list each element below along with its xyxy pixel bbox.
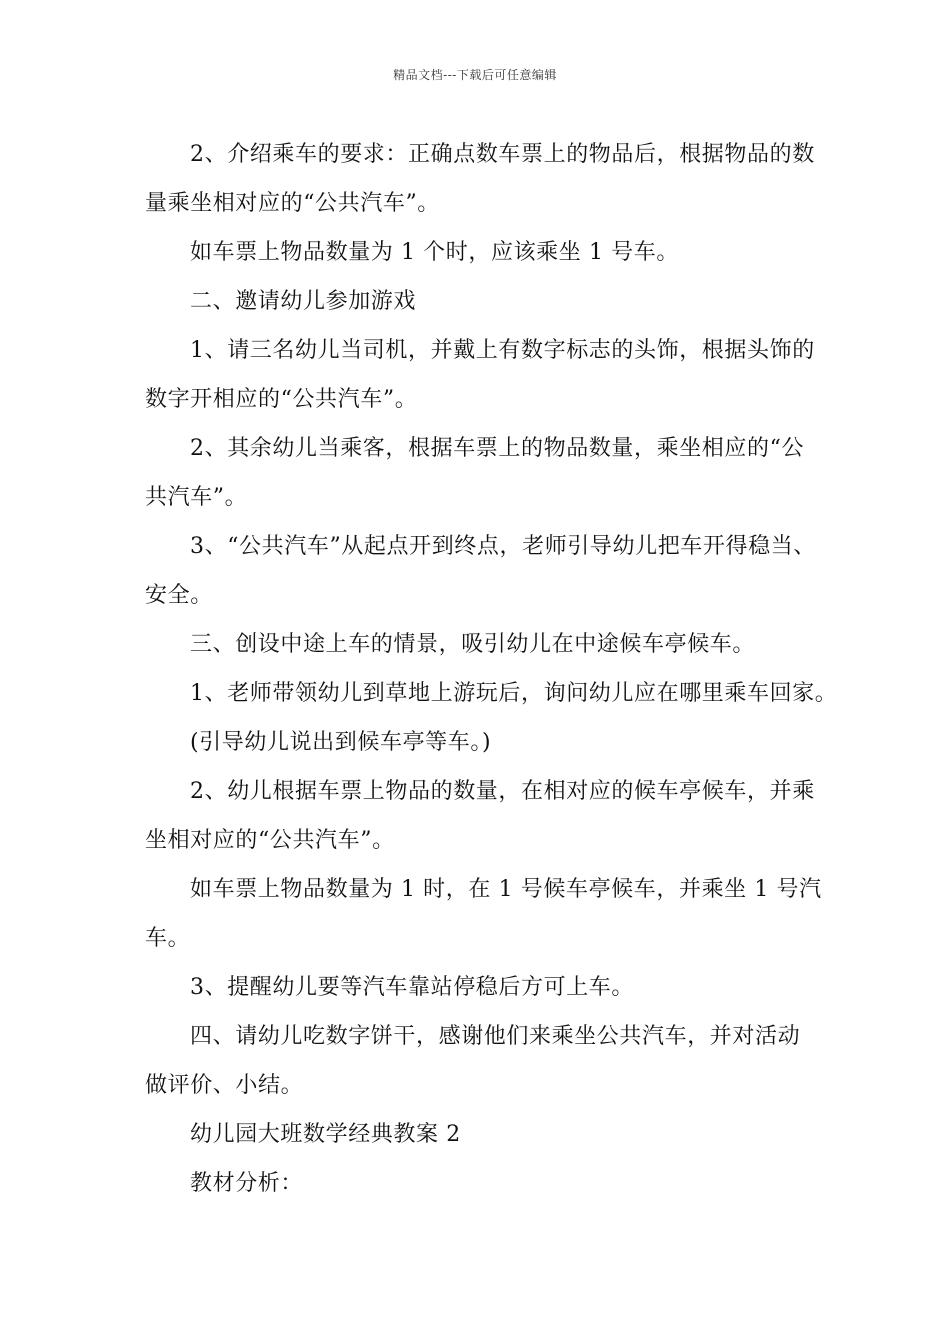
text-line: 3、提醒幼儿要等汽车靠站停稳后方可上车。 xyxy=(190,975,634,1000)
text-line: 量乘坐相对应的“公共汽车”。 xyxy=(145,191,440,216)
text-line: 数字开相应的“公共汽车”。 xyxy=(145,387,418,412)
text-line: 如车票上物品数量为 1 时，在 1 号候车亭候车，并乘坐 1 号汽 xyxy=(190,877,822,902)
document-body xyxy=(145,130,838,1208)
text-line: 2、介绍乘车的要求：正确点数车票上的物品后，根据物品的数 xyxy=(190,142,815,167)
text-line: 2、其余幼儿当乘客，根据车票上的物品数量，乘坐相应的“公 xyxy=(190,436,805,461)
text-line: 1、老师带领幼儿到草地上游玩后，询问幼儿应在哪里乘车回家。 xyxy=(190,681,838,706)
text-line: 三、创设中途上车的情景，吸引幼儿在中途候车亭候车。 xyxy=(190,632,756,657)
text-line: 车。 xyxy=(145,926,191,951)
text-line: 四、请幼儿吃数字饼干，感谢他们来乘坐公共汽车，并对活动 xyxy=(190,1024,801,1049)
text-line: 如车票上物品数量为 1 个时，应该乘坐 1 号车。 xyxy=(190,240,679,265)
text-line: 3、“公共汽车”从起点开到终点，老师引导幼儿把车开得稳当、 xyxy=(190,534,816,559)
text-line: 坐相对应的“公共汽车”。 xyxy=(145,828,395,853)
text-line: 2、幼儿根据车票上物品的数量，在相对应的候车亭候车，并乘 xyxy=(190,779,815,804)
text-line: (引导幼儿说出到候车亭等车。) xyxy=(190,730,492,755)
text-line: 1、请三名幼儿当司机，并戴上有数字标志的头饰，根据头饰的 xyxy=(190,338,815,363)
text-line: 幼儿园大班数学经典教案 2 xyxy=(190,1122,461,1147)
page-header: 精品文档---下载后可任意编辑 xyxy=(393,68,557,82)
text-line: 共汽车”。 xyxy=(145,485,248,510)
text-line: 做评价、小结。 xyxy=(145,1073,304,1098)
text-line: 安全。 xyxy=(145,583,213,608)
text-line: 二、邀请幼儿参加游戏 xyxy=(190,289,417,314)
text-line: 教材分析： xyxy=(190,1171,304,1196)
